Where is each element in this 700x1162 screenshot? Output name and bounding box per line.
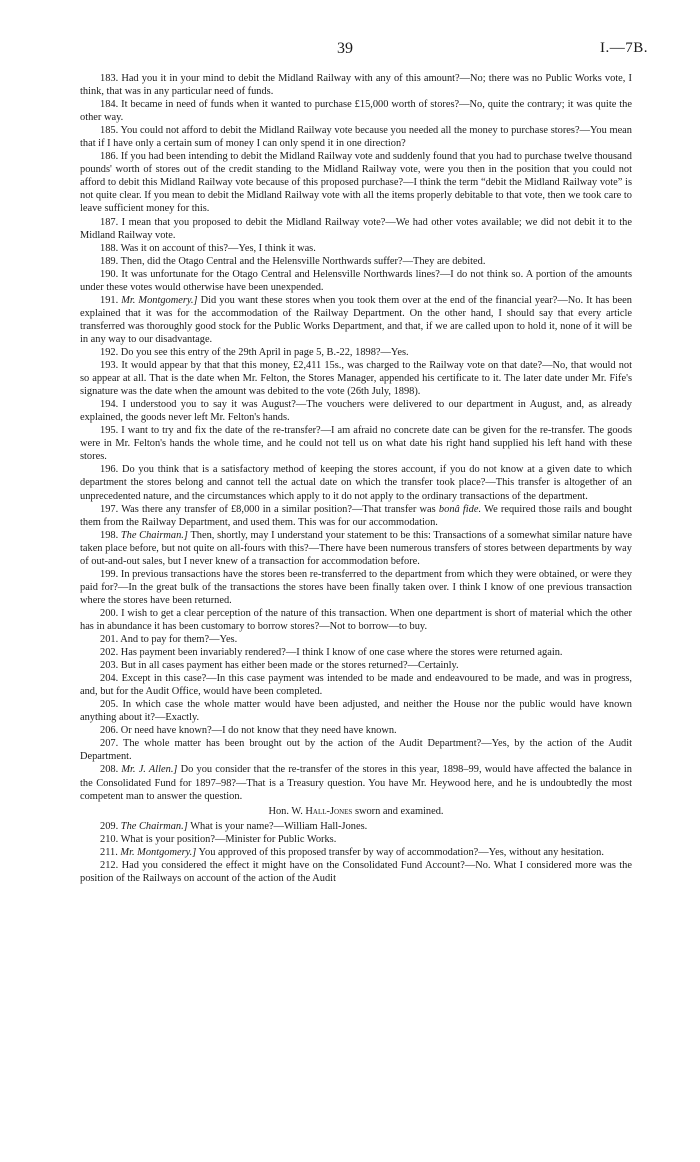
question-paragraph xyxy=(80,150,632,215)
question-paragraph xyxy=(80,859,632,885)
question-number: 191. xyxy=(100,294,119,306)
question-number: 207. xyxy=(100,738,119,750)
question-text: What is your name?—William Hall-Jones. xyxy=(190,820,368,832)
speaker-name: The Chairman.] xyxy=(120,529,188,541)
speaker-name: Mr. Montgomery.] xyxy=(120,846,197,858)
question-text: If you had been intending to debit the Midland Railway vote and suddenly found that you had to purchase twelve thousand pounds' worth of stores out of the credit standing to the Midland Railway vote, were you then in the position that you could not afford to debit this Midland Railway vote because of this proposed purchase?—I think the term “debit the Midland Railway vote” is not quite clear. If you mean to debit the Midland Railway vote with all the items properly debitable to that vote, then we took care to leave sufficient money for this. xyxy=(80,151,632,215)
question-number: 196. xyxy=(100,464,119,476)
question-text: Or need have known?—I do not know that they need have known. xyxy=(120,725,397,737)
question-paragraph xyxy=(80,529,632,568)
question-text: It was unfortunate for the Otago Central and Helensville Northwards lines?—I do not think so. A portion of the amounts under these votes would otherwise have been unexpended. xyxy=(80,268,632,293)
question-paragraph xyxy=(80,268,632,294)
question-number: 186. xyxy=(100,151,119,163)
question-paragraph xyxy=(80,463,632,502)
question-number: 200. xyxy=(100,607,119,619)
question-paragraph xyxy=(80,72,632,98)
question-paragraph xyxy=(80,216,632,242)
question-text: Except in this case?—In this case payment was intended to be made and endeavoured to be made, and was in progress, and, but for the Audit Office, would have been completed. xyxy=(80,673,632,698)
question-text: It would appear by that that this money, £2,411 15s., was charged to the Railway vote on that date?—No, that would not so appear at all. That is the date when Mr. Felton, the Stores Manager, appended his certificate to it. The later date under Mr. Fife's signature was the date when the amount was debited to the vote (26th July, 1898). xyxy=(80,360,632,398)
question-text: It became in need of funds when it wanted to purchase £15,000 worth of stores?—No, quite the contrary; it was quite the other way. xyxy=(80,99,632,124)
question-text: Do you consider that the re-transfer of the stores in this year, 1898–99, would have affected the balance in the Consolidated Fund for 1897–98?—That is a Treasury question. You have Mr. Heywood here, and he is undoubtedly the most competent man to answer the question. xyxy=(80,764,632,802)
page-header xyxy=(0,40,700,60)
question-paragraph xyxy=(80,646,632,659)
page-number: 39 xyxy=(337,40,353,57)
question-number: 212. xyxy=(100,859,119,871)
question-text: I wish to get a clear perception of the nature of this transaction. When one department is short of material which the other has in abundance it has been customary to borrow stores?—Not to borrow—to buy. xyxy=(80,607,632,632)
question-paragraph xyxy=(80,359,632,398)
question-paragraph xyxy=(80,763,632,802)
question-text: You could not afford to debit the Midland Railway vote because you needed all the money to purchase stores?—You mean that if I have only a certain sum of money I can only spend it in one direction? xyxy=(80,125,632,150)
question-number: 197. xyxy=(100,503,119,515)
question-number: 192. xyxy=(100,346,119,358)
question-number: 209. xyxy=(100,820,119,832)
question-number: 208. xyxy=(100,764,119,776)
question-text: Has payment been invariably rendered?—I think I know of one case where the stores were returned again. xyxy=(120,647,563,659)
question-paragraph xyxy=(80,698,632,724)
question-text: Then, shortly, may I understand your statement to be this: Transactions of a somewhat similar nature have taken place before, but not quite on all-fours with this?—There have been numerous transfers of stores between departments by way of out-and-out sales, but I never knew of a transaction for accommodation before. xyxy=(80,529,632,567)
question-paragraph xyxy=(80,607,632,633)
question-paragraph xyxy=(80,846,632,859)
question-text: In which case the whole matter would have been adjusted, and neither the House nor the public would have known anything about it?—Exactly. xyxy=(80,699,633,724)
series-reference: I.—7B. xyxy=(600,40,648,56)
question-number: 205. xyxy=(100,699,119,711)
question-number: 199. xyxy=(100,568,119,580)
question-text: Had you considered the effect it might have on the Consolidated Fund Account?—No. What I considered more was the position of the Railways on account of the action of the Audit xyxy=(80,859,632,884)
question-paragraph xyxy=(80,568,632,607)
question-text-continued: We required those rails and bought them from the Railway Department, and used them. This was for our accommodation. xyxy=(80,503,632,528)
question-text: Then, did the Otago Central and the Helensville Northwards suffer?—They are debited. xyxy=(120,255,486,267)
question-paragraph xyxy=(80,255,632,268)
speaker-name: Mr. Montgomery.] xyxy=(121,294,198,306)
question-paragraph xyxy=(80,242,632,255)
speaker-name: Mr. J. Allen.] xyxy=(121,764,178,776)
question-number: 210. xyxy=(100,833,119,845)
question-paragraph xyxy=(80,398,632,424)
question-number: 185. xyxy=(100,125,119,137)
question-number: 194. xyxy=(100,399,119,411)
question-text: I want to try and fix the date of the re-transfer?—I am afraid no concrete date can be given for the re-transfer. The goods were in Mr. Felton's hands the whole time, and he could not tell us on what date his right hand supplied his left hand with these stores. xyxy=(80,425,632,463)
question-number: 184. xyxy=(100,99,119,111)
question-number: 188. xyxy=(100,242,119,254)
question-text: I mean that you proposed to debit the Midland Railway vote?—We had other votes available; we did not debit it to the Midland Railway vote. xyxy=(80,216,632,241)
question-paragraph xyxy=(80,503,632,529)
question-text: I understood you to say it was August?—The vouchers were delivered to our department in August, and, as already explained, the goods never left Mr. Felton's hands. xyxy=(80,399,632,424)
question-paragraph xyxy=(80,820,632,833)
question-number: 201. xyxy=(100,634,119,646)
question-number: 202. xyxy=(100,647,119,659)
question-number: 206. xyxy=(100,725,119,737)
question-number: 193. xyxy=(100,360,119,372)
question-number: 198. xyxy=(100,529,119,541)
question-text: But in all cases payment has either been made or the stores returned?—Certainly. xyxy=(120,660,459,672)
question-paragraph xyxy=(80,659,632,672)
question-text: Was there any transfer of £8,000 in a similar position?—That transfer was xyxy=(121,503,436,515)
question-number: 183. xyxy=(100,73,119,84)
question-number: 187. xyxy=(100,216,119,228)
evidence-block-1 xyxy=(80,72,632,803)
question-number: 190. xyxy=(100,268,119,280)
question-paragraph xyxy=(80,672,632,698)
question-number: 204. xyxy=(100,673,119,685)
question-paragraph xyxy=(80,98,632,124)
question-text: Did you want these stores when you took them over at the end of the financial year?—No. It has been explained that it was for the accommodation of the Railway Department. On the other hand, I should say that every article transferred was thoroughly good stock for the Public Works Department, and that, if we are called upon to hold it, none of it will be in any way to our disadvantage. xyxy=(80,294,632,345)
question-paragraph xyxy=(80,737,632,763)
question-paragraph xyxy=(80,424,632,463)
question-text: Was it on account of this?—Yes, I think it was. xyxy=(120,242,316,254)
question-text: The whole matter has been brought out by the action of the Audit Department?—Yes, by the action of the Audit Department. xyxy=(80,738,632,763)
question-paragraph xyxy=(80,346,632,359)
question-number: 203. xyxy=(100,660,119,672)
question-number: 195. xyxy=(100,425,119,437)
question-text: Do you think that is a satisfactory method of keeping the stores account, if you do not know at a given date to which department the stores belong and cannot tell the actual date on which the transfer took place?—This transfer is altogether of an unprecedented nature, and the circumstances which apply to it do not apply to the ordinary transactions of the department. xyxy=(80,464,632,502)
emphasis-text: bonâ fide. xyxy=(438,503,482,515)
question-paragraph xyxy=(80,294,632,346)
question-text: You approved of this proposed transfer by way of accommodation?—Yes, without any hesitation. xyxy=(198,846,604,858)
question-text: Do you see this entry of the 29th April in page 5, B.-22, 1898?—Yes. xyxy=(120,346,409,358)
question-paragraph xyxy=(80,124,632,150)
witness-heading: Hon. W. Hall-Jones sworn and examined. xyxy=(268,805,444,817)
evidence-text xyxy=(80,72,632,885)
question-text: What is your position?—Minister for Public Works. xyxy=(120,833,337,845)
question-text: In previous transactions have the stores been re-transferred to the department from which they were obtained, or were they paid for?—In the great bulk of the transactions the stores have been finally taken over. I think I know of one previous transaction where the stores have been returned. xyxy=(80,568,632,606)
question-number: 189. xyxy=(100,255,119,267)
question-text: And to pay for them?—Yes. xyxy=(120,634,238,646)
question-paragraph xyxy=(80,833,632,846)
speaker-name: The Chairman.] xyxy=(120,820,188,832)
question-text: Had you it in your mind to debit the Midland Railway with any of this amount?—No; there was no Public Works vote, I think, that was in any particular need of funds. xyxy=(80,73,632,98)
question-paragraph xyxy=(80,633,632,646)
evidence-block-2 xyxy=(80,820,632,885)
question-number: 211. xyxy=(100,846,118,858)
question-paragraph xyxy=(80,724,632,737)
